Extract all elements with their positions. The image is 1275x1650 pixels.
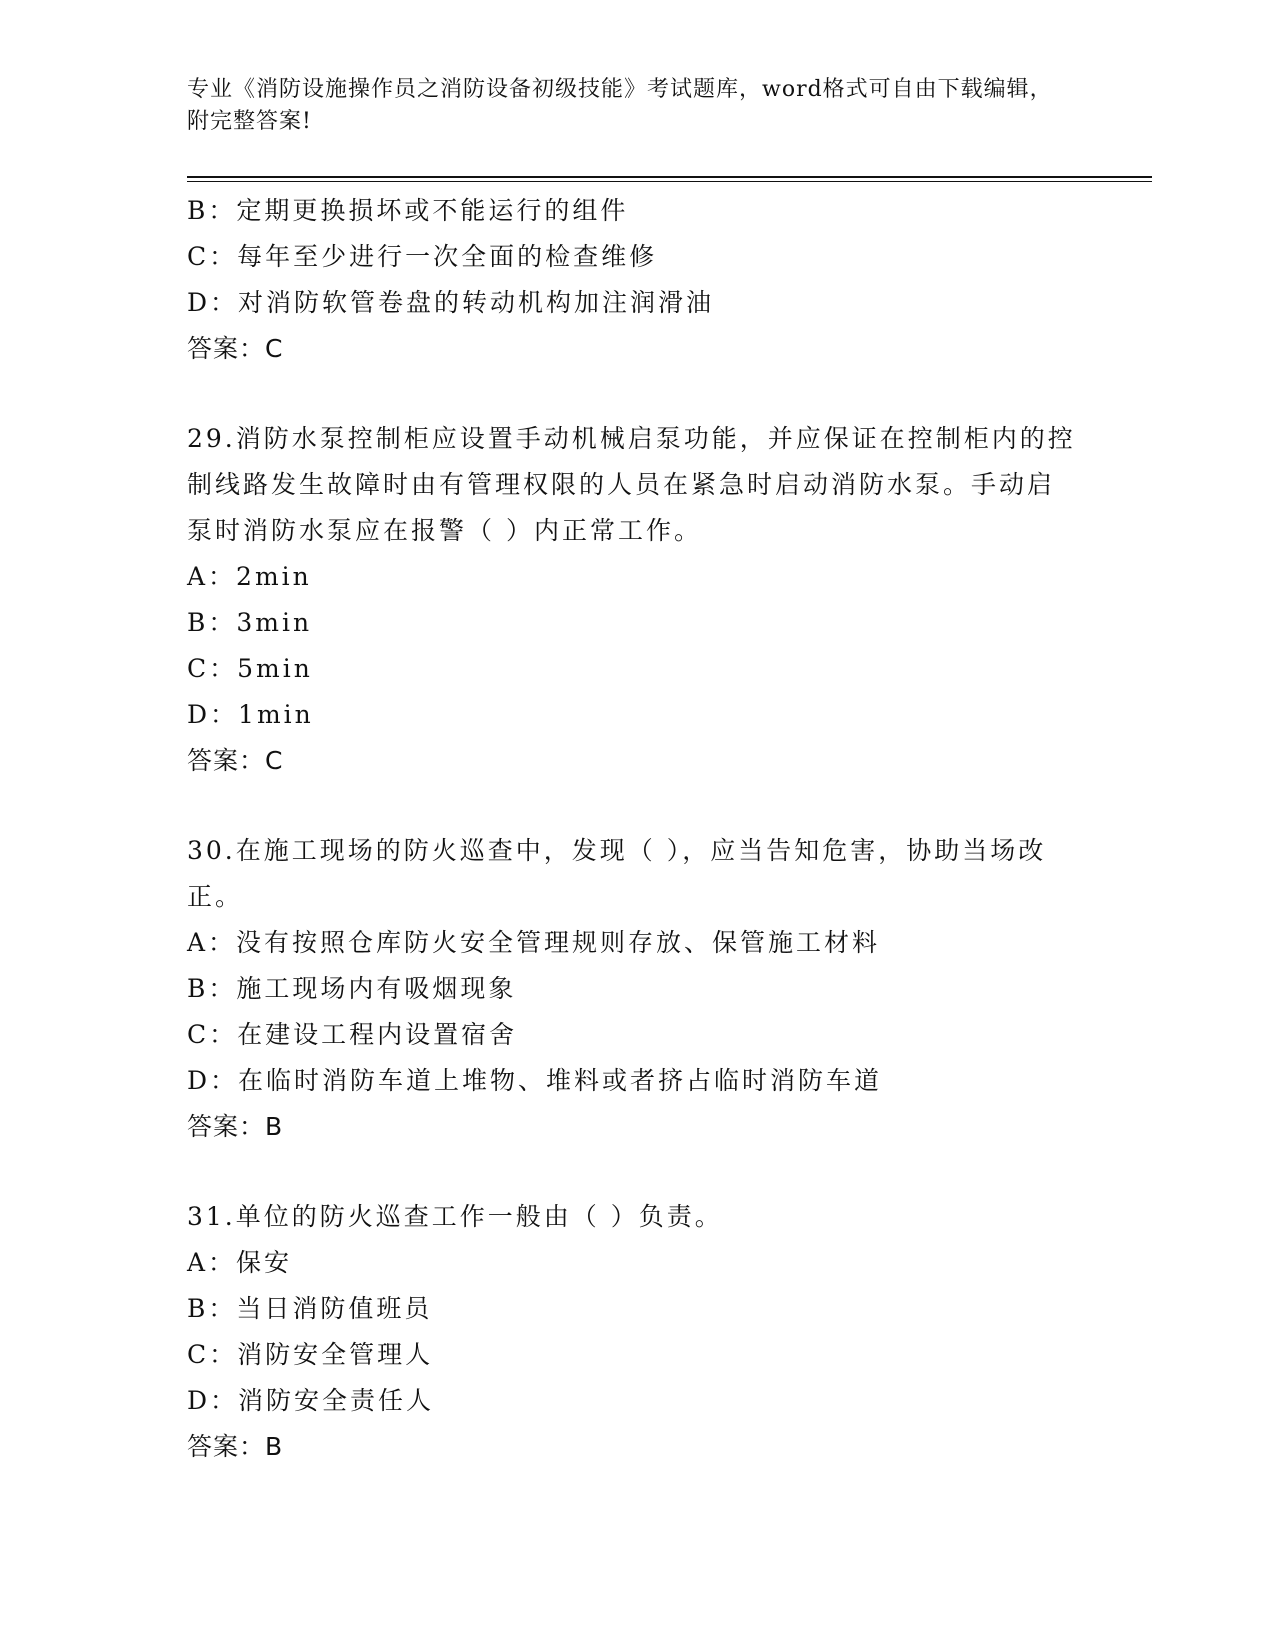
- option-d: D：1min: [187, 700, 314, 729]
- header-divider-thick: [187, 176, 1152, 178]
- option-b: B：施工现场内有吸烟现象: [187, 974, 517, 1003]
- option-a: A：保安: [187, 1248, 293, 1277]
- option-a: A：没有按照仓库防火安全管理规则存放、保管施工材料: [187, 928, 881, 957]
- option-b: B：定期更换损坏或不能运行的组件: [187, 196, 629, 225]
- document-header: 专业《消防设施操作员之消防设备初级技能》考试题库，word格式可自由下载编辑，附完整答案!: [187, 77, 1053, 134]
- spacer: [187, 784, 1087, 828]
- answer-line: 答案：B: [187, 1432, 284, 1461]
- option-c: C：每年至少进行一次全面的检查维修: [187, 242, 658, 271]
- option-d: D：对消防软管卷盘的转动机构加注润滑油: [187, 288, 715, 317]
- option-a: A：2min: [187, 562, 312, 591]
- answer-line: 答案：C: [187, 746, 284, 775]
- option-c: C：在建设工程内设置宿舍: [187, 1020, 518, 1049]
- question-list: [187, 188, 1087, 1470]
- option-b: B：3min: [187, 608, 313, 637]
- question-30: 30.在施工现场的防火巡查中，发现（ ），应当告知危害，协助当场改正。: [187, 836, 1047, 911]
- option-d: D：消防安全责任人: [187, 1386, 435, 1415]
- spacer: [187, 1150, 1087, 1194]
- option-c: C：5min: [187, 654, 313, 683]
- answer-line: 答案：C: [187, 334, 284, 363]
- header-divider-thin: [187, 181, 1152, 182]
- question-29: 29.消防水泵控制柜应设置手动机械启泵功能，并应保证在控制柜内的控制线路发生故障时由有管理权限的人员在紧急时启动消防水泵。手动启泵时消防水泵应在报警（ ）内正常工作。: [187, 424, 1076, 545]
- answer-line: 答案：B: [187, 1112, 284, 1141]
- question-31: 31.单位的防火巡查工作一般由（ ）负责。: [187, 1202, 723, 1231]
- option-b: B：当日消防值班员: [187, 1294, 433, 1323]
- option-d: D：在临时消防车道上堆物、堆料或者挤占临时消防车道: [187, 1066, 883, 1095]
- option-c: C：消防安全管理人: [187, 1340, 434, 1369]
- spacer: [187, 372, 1087, 416]
